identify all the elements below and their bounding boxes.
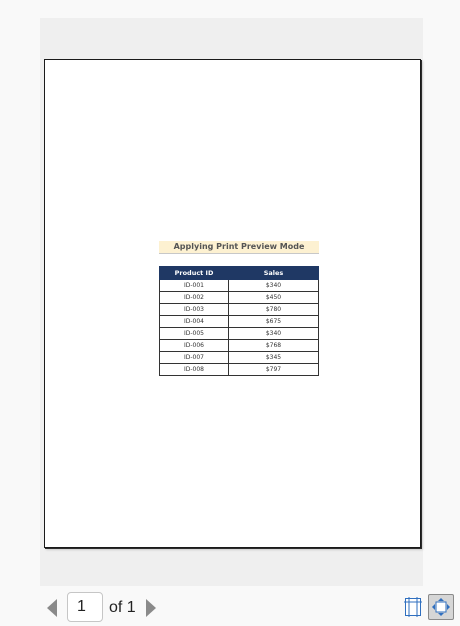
- product-id-cell: ID-007: [160, 352, 229, 364]
- page-number-input[interactable]: [67, 592, 103, 622]
- product-id-cell: ID-008: [160, 364, 229, 376]
- sales-cell: $797: [229, 364, 319, 376]
- data-table: [159, 266, 319, 376]
- sales-cell: $675: [229, 316, 319, 328]
- table-row: [160, 352, 319, 364]
- page-navigation-bar: [0, 590, 460, 626]
- triangle-right-icon: [144, 598, 158, 618]
- preview-page: [44, 59, 421, 548]
- triangle-left-icon: [45, 598, 59, 618]
- table-row: [160, 328, 319, 340]
- sales-cell: $340: [229, 280, 319, 292]
- table-row: [160, 280, 319, 292]
- previous-page-button[interactable]: [45, 598, 59, 618]
- show-margins-button[interactable]: [403, 596, 423, 618]
- product-id-cell: ID-001: [160, 280, 229, 292]
- table-row: [160, 304, 319, 316]
- sales-cell: $450: [229, 292, 319, 304]
- sales-cell: $345: [229, 352, 319, 364]
- column-header-product-id: Product ID: [160, 267, 229, 280]
- table-row: [160, 364, 319, 376]
- table-header-row: [160, 267, 319, 280]
- show-margins-icon: [403, 596, 423, 618]
- next-page-button[interactable]: [144, 598, 158, 618]
- product-id-cell: ID-002: [160, 292, 229, 304]
- table-row: [160, 316, 319, 328]
- product-id-cell: ID-004: [160, 316, 229, 328]
- table-row: [160, 292, 319, 304]
- product-id-cell: ID-006: [160, 340, 229, 352]
- page-count-label: of 1: [109, 599, 136, 616]
- sheet-title: Applying Print Preview Mode: [159, 241, 319, 254]
- zoom-to-page-button[interactable]: [428, 594, 454, 620]
- table-row: [160, 340, 319, 352]
- product-id-cell: ID-003: [160, 304, 229, 316]
- column-header-sales: Sales: [229, 267, 319, 280]
- zoom-to-page-icon: [431, 597, 451, 617]
- product-id-cell: ID-005: [160, 328, 229, 340]
- sales-cell: $340: [229, 328, 319, 340]
- sales-cell: $768: [229, 340, 319, 352]
- sales-cell: $780: [229, 304, 319, 316]
